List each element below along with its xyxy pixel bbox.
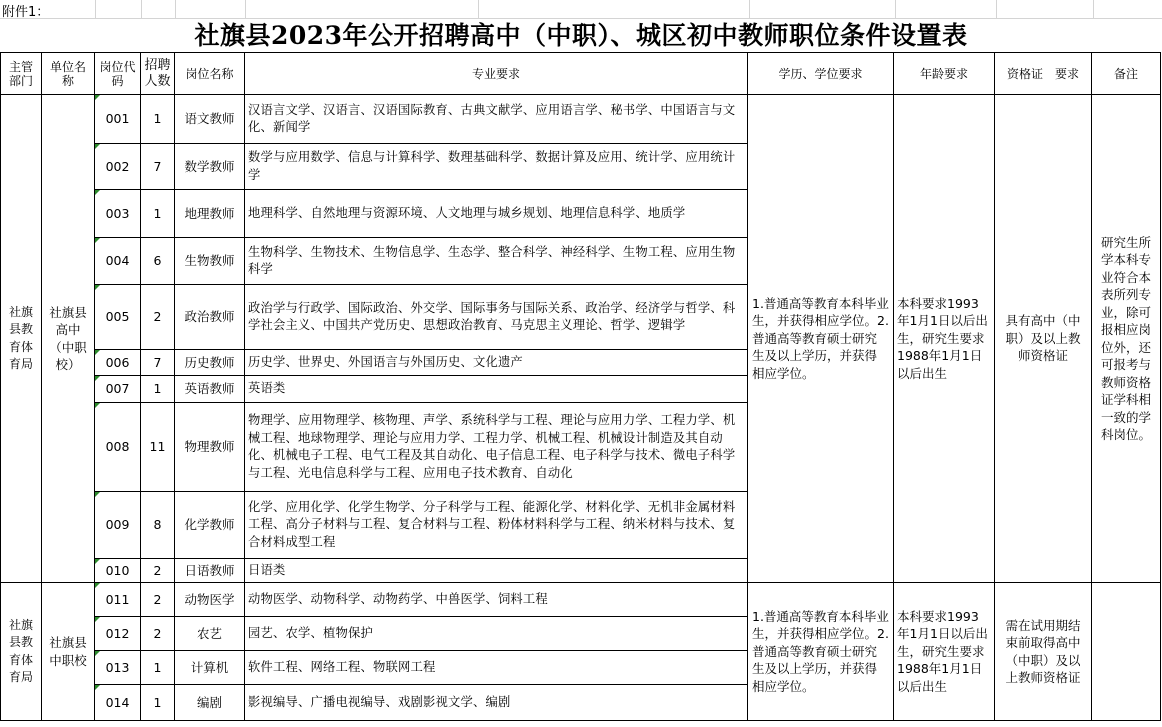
row-count: 2 — [141, 583, 175, 617]
row-count: 11 — [141, 403, 175, 492]
row-position: 历史教师 — [175, 350, 245, 376]
group1-education: 1.普通高等教育本科毕业生，并获得相应学位。2.普通高等教育硕士研究生及以上学历，并获得相应学位。 — [748, 95, 894, 583]
row-count: 1 — [141, 685, 175, 721]
row-code: 014 — [95, 685, 141, 721]
header-age: 年龄要求 — [894, 53, 995, 95]
attachment-label: 附件1： — [2, 5, 50, 20]
row-position: 英语教师 — [175, 376, 245, 403]
row-count: 8 — [141, 492, 175, 559]
table-row — [1, 95, 1161, 144]
row-code: 001 — [95, 95, 141, 144]
row-count: 1 — [141, 95, 175, 144]
header-position: 岗位名称 — [175, 53, 245, 95]
header-count: 招聘人数 — [141, 53, 175, 95]
row-major: 政治学与行政学、国际政治、外交学、国际事务与国际关系、政治学、经济学与哲学、科学社会主义、中国共产党历史、思想政治教育、马克思主义理论、哲学、逻辑学 — [245, 285, 748, 350]
row-code: 002 — [95, 144, 141, 190]
row-position: 生物教师 — [175, 238, 245, 285]
row-position: 动物医学 — [175, 583, 245, 617]
row-count: 2 — [141, 285, 175, 350]
row-major: 日语类 — [245, 559, 748, 583]
header-education: 学历、学位要求 — [748, 53, 894, 95]
group1-unit: 社旗县高中（中职校） — [42, 95, 95, 583]
table-row — [1, 583, 1161, 617]
row-code: 004 — [95, 238, 141, 285]
row-position: 化学教师 — [175, 492, 245, 559]
row-major: 历史学、世界史、外国语言与外国历史、文化遗产 — [245, 350, 748, 376]
row-count: 2 — [141, 559, 175, 583]
header-major: 专业要求 — [245, 53, 748, 95]
row-count: 7 — [141, 144, 175, 190]
row-major: 汉语言文学、汉语言、汉语国际教育、古典文献学、应用语言学、秘书学、中国语言与文化、新闻学 — [245, 95, 748, 144]
row-code: 007 — [95, 376, 141, 403]
row-count: 1 — [141, 376, 175, 403]
group2-education: 1.普通高等教育本科毕业生，并获得相应学位。2.普通高等教育硕士研究生及以上学历，并获得相应学位。 — [748, 583, 894, 721]
group1-remark: 研究生所学本科专业符合本表所列专业，除可报相应岗位外，还可报考与教师资格证学科相一致的学科岗位。 — [1092, 95, 1161, 583]
page-title: 社旗县2023年公开招聘高中（中职）、城区初中教师职位条件设置表 — [194, 21, 968, 50]
row-count: 1 — [141, 651, 175, 685]
row-code: 003 — [95, 190, 141, 238]
row-code: 009 — [95, 492, 141, 559]
row-major: 生物科学、生物技术、生物信息学、生态学、整合科学、神经科学、生物工程、应用生物科学 — [245, 238, 748, 285]
position-table — [0, 52, 1161, 721]
row-code: 006 — [95, 350, 141, 376]
row-count: 2 — [141, 617, 175, 651]
group1-age: 本科要求1993年1月1日以后出生，研究生要求1988年1月1日以后出生 — [894, 95, 995, 583]
row-major: 动物医学、动物科学、动物药学、中兽医学、饲料工程 — [245, 583, 748, 617]
row-position: 政治教师 — [175, 285, 245, 350]
group1-cert: 具有高中（中职）及以上教师资格证 — [995, 95, 1092, 583]
row-code: 012 — [95, 617, 141, 651]
group2-dept: 社旗县教育体育局 — [1, 583, 42, 721]
row-count: 6 — [141, 238, 175, 285]
row-position: 日语教师 — [175, 559, 245, 583]
group2-cert: 需在试用期结束前取得高中（中职）及以上教师资格证 — [995, 583, 1092, 721]
row-code: 008 — [95, 403, 141, 492]
header-dept: 主管部门 — [1, 53, 42, 95]
group1-dept: 社旗县教育体育局 — [1, 95, 42, 583]
header-unit: 单位名称 — [42, 53, 95, 95]
row-major: 数学与应用数学、信息与计算科学、数理基础科学、数据计算及应用、统计学、应用统计学 — [245, 144, 748, 190]
row-code: 005 — [95, 285, 141, 350]
row-major: 园艺、农学、植物保护 — [245, 617, 748, 651]
row-code: 010 — [95, 559, 141, 583]
row-major: 地理科学、自然地理与资源环境、人文地理与城乡规划、地理信息科学、地质学 — [245, 190, 748, 238]
header-row — [1, 53, 1161, 95]
row-position: 编剧 — [175, 685, 245, 721]
row-code: 011 — [95, 583, 141, 617]
group2-age: 本科要求1993年1月1日以后出生，研究生要求1988年1月1日以后出生 — [894, 583, 995, 721]
row-major: 英语类 — [245, 376, 748, 403]
row-major: 化学、应用化学、化学生物学、分子科学与工程、能源化学、材料化学、无机非金属材料工程、高分子材料与工程、复合材料与工程、粉体材料科学与工程、纳米材料与技术、复合材料成型工程 — [245, 492, 748, 559]
row-count: 1 — [141, 190, 175, 238]
group2-unit: 社旗县中职校 — [42, 583, 95, 721]
row-position: 计算机 — [175, 651, 245, 685]
row-position: 农艺 — [175, 617, 245, 651]
header-code: 岗位代码 — [95, 53, 141, 95]
row-code: 013 — [95, 651, 141, 685]
header-cert: 资格证 要求 — [995, 53, 1092, 95]
row-position: 数学教师 — [175, 144, 245, 190]
row-count: 7 — [141, 350, 175, 376]
row-position: 语文教师 — [175, 95, 245, 144]
row-major: 软件工程、网络工程、物联网工程 — [245, 651, 748, 685]
header-remark: 备注 — [1092, 53, 1161, 95]
group2-remark — [1092, 583, 1161, 721]
row-major: 物理学、应用物理学、核物理、声学、系统科学与工程、理论与应用力学、工程力学、机械工程、地球物理学、理论与应用力学、工程力学、机械工程、机械设计制造及其自动化、机械电子工程、电气工程及其自动化、电子信息工程、电子科学与技术、微电子科学与工程、光电信息科学与工程、应用电子技术教育、自动化 — [245, 403, 748, 492]
row-position: 物理教师 — [175, 403, 245, 492]
row-major: 影视编导、广播电视编导、戏剧影视文学、编剧 — [245, 685, 748, 721]
row-position: 地理教师 — [175, 190, 245, 238]
